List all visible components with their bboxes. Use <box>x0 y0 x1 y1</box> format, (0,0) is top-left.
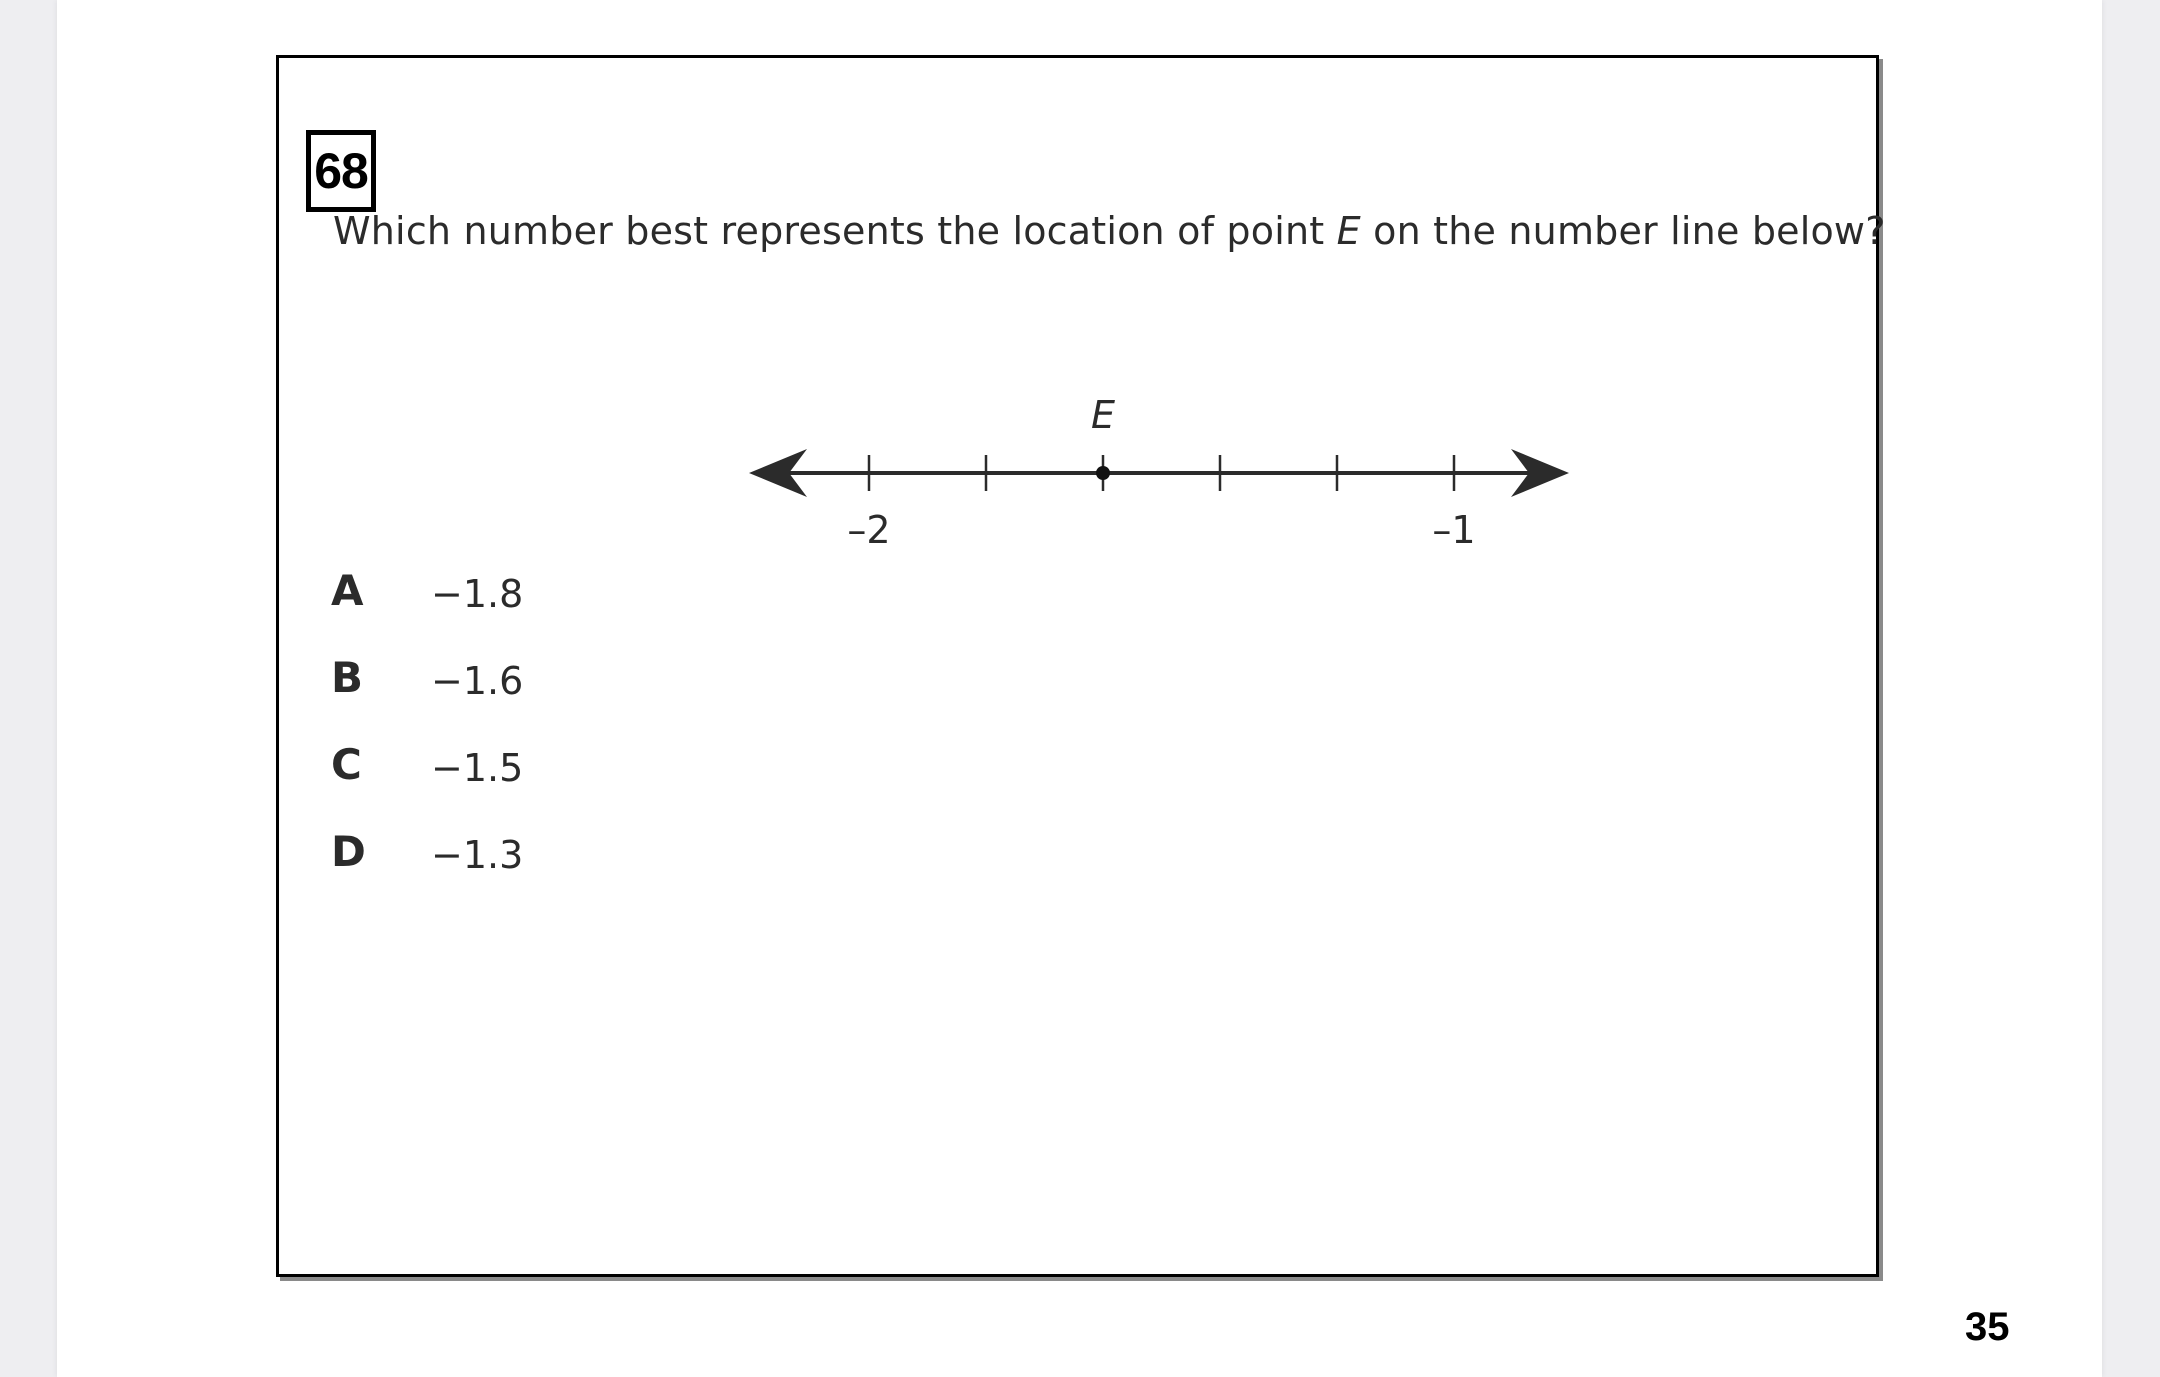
question-number: 68 <box>306 130 376 212</box>
choice-d[interactable] <box>331 819 731 906</box>
prompt-text-start: Which number best represents the location of point <box>333 209 1337 253</box>
choice-value: −1.6 <box>431 659 524 703</box>
choice-c[interactable] <box>331 732 731 819</box>
choice-letter: A <box>331 566 364 615</box>
point-e-label: E <box>1090 393 1116 437</box>
tick-label: –1 <box>1432 508 1476 552</box>
tick-label: –2 <box>847 508 891 552</box>
choice-letter: B <box>331 653 364 702</box>
choice-b[interactable] <box>331 645 731 732</box>
choice-value: −1.3 <box>431 833 524 877</box>
choice-letter: D <box>331 827 366 876</box>
page-number: 35 <box>1965 1305 2010 1349</box>
prompt-text-end: on the number line below? <box>1360 209 1886 253</box>
answer-choices <box>331 558 731 906</box>
choice-value: −1.8 <box>431 572 524 616</box>
question-frame <box>276 55 1886 1277</box>
question-prompt <box>333 209 1886 253</box>
document-page <box>57 0 2102 1377</box>
choice-letter: C <box>331 740 362 789</box>
number-line-group <box>749 393 1569 552</box>
prompt-point-name: E <box>1336 209 1361 253</box>
number-line <box>739 328 1579 588</box>
point-e-dot <box>1096 466 1110 480</box>
choice-a[interactable] <box>331 558 731 645</box>
choice-value: −1.5 <box>431 746 524 790</box>
